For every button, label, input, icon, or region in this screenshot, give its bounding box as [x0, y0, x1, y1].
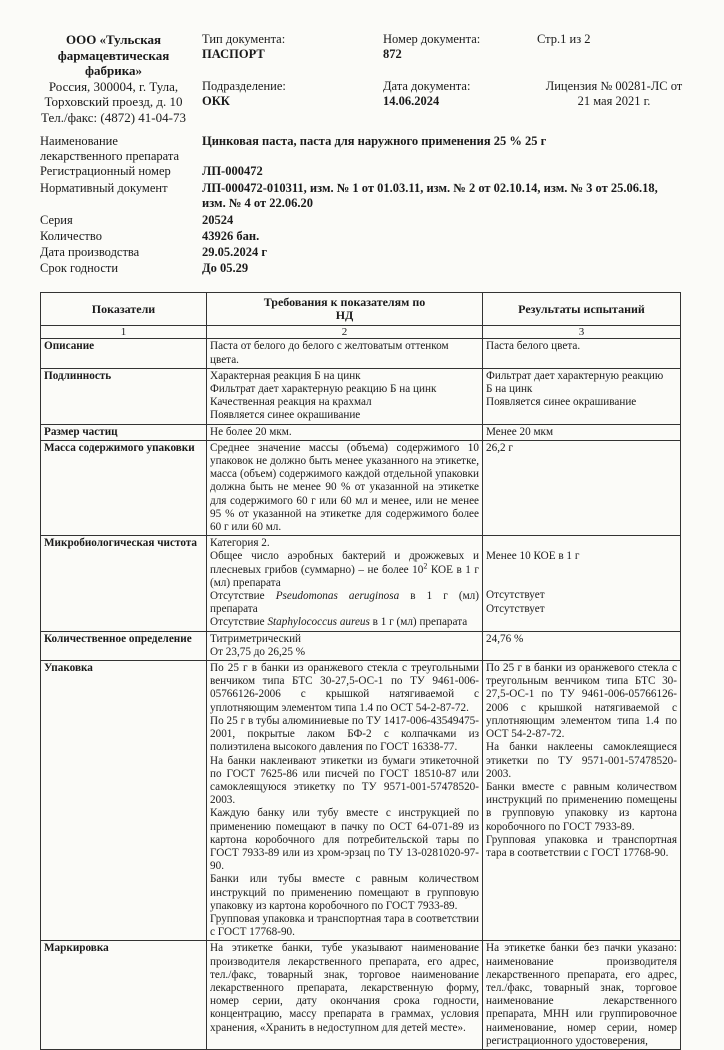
col-header-requirements-line-2: НД [335, 308, 354, 323]
norm-doc-label: Нормативный документ [40, 181, 168, 195]
norm-doc-value-line-2: изм. № 4 от 22.06.20 [202, 196, 313, 210]
company-name-line-2: фармацевтическая [57, 47, 170, 63]
company-address-line-1: Россия, 300004, г. Тула, [48, 78, 179, 94]
table-row [41, 339, 681, 368]
reg-number-label: Регистрационный номер [40, 164, 171, 178]
req-line: Характерная реакция Б на цинк [210, 369, 361, 382]
req-text: Отсутствие [210, 590, 276, 603]
table-row [41, 424, 681, 440]
row-req-description: Паста от белого до белого с желтоватым оттенком цвета. [207, 339, 483, 368]
req-line: Титриметрический [210, 632, 302, 645]
res-paragraph: На банки наклеены самоклеящиеся этикетки по ТУ 9571-001-57478520-2003. [486, 741, 677, 780]
table-row [41, 368, 681, 424]
license-line-2: 21 мая 2021 г. [577, 94, 651, 108]
row-name-assay: Количественное определение [41, 631, 207, 660]
table-row [41, 536, 681, 631]
table-row [41, 440, 681, 535]
row-name-microbiology: Микробиологическая чистота [41, 536, 207, 631]
req-paragraph: Каждую банку или тубу вместе с инструкцией по применению помещают в пачку по ОСТ 64-071-89 из картона коробочного для потребительской тары по ГОСТ 7933-89 или из хром-эрзац по ТУ 13-0281020-97-90. [210, 807, 479, 873]
department [202, 79, 286, 109]
norm-doc-value [202, 181, 702, 211]
row-req-microbiology [207, 536, 483, 631]
doc-type [202, 32, 285, 62]
doc-date-value: 14.06.2024 [383, 94, 440, 108]
row-res-assay: 24,76 % [483, 631, 681, 660]
department-value: ОКК [202, 94, 230, 108]
company-name-line-3: фабрика» [84, 63, 142, 78]
col-header-indicators: Показатели [41, 293, 207, 326]
doc-number-value: 872 [383, 47, 402, 61]
col-number-1: 1 [41, 326, 207, 339]
row-name-package-mass: Масса содержимого упаковки [41, 440, 207, 535]
product-name-label-line-2: лекарственного препарата [40, 149, 180, 163]
production-date-value: 29.05.2024 г [202, 245, 268, 259]
license-line-1: Лицензия № 00281-ЛС от [545, 79, 683, 93]
res-paragraph: Групповая упаковка и транспортная тара в соответствии с ГОСТ 17768-90. [486, 833, 677, 859]
req-paragraph: По 25 г в тубы алюминиевые по ТУ 1417-006-43549475-2001, покрытые лаком БФ-2 с колпачками из полиэтилена высокого давления по ГОСТ 16338-77. [210, 714, 479, 754]
req-line [210, 616, 479, 629]
product-name-value: Цинковая паста, паста для наружного применения 25 % 25 г [202, 134, 547, 148]
expiry-value: До 05.29 [202, 261, 249, 275]
table-number-row [41, 326, 681, 339]
doc-date [383, 79, 470, 109]
page-info: Стр.1 из 2 [537, 32, 591, 46]
req-organism-name: Pseudomonas aeruginosa [275, 590, 400, 603]
company-block [36, 32, 191, 125]
req-text: Отсутствие [210, 616, 268, 629]
req-organism-name: Staphylococcus aureus [267, 616, 370, 629]
company-phone: Тел./факс: (4872) 41-04-73 [41, 109, 186, 125]
product-name-label-line-1: Наименование [40, 134, 118, 148]
req-line: Появляется синее окрашивание [210, 409, 361, 422]
req-line: Качественная реакция на крахмал [210, 396, 372, 409]
res-line: Б на цинк [486, 383, 533, 396]
department-label: Подразделение: [202, 79, 286, 93]
req-paragraph: На банки наклеивают этикетки из бумаги этикеточной по ГОСТ 7625-86 или писчей по ГОСТ 18510-87 или самоклеящуюся этикетку по ТУ 9571-001-57478520-2003. [210, 754, 479, 807]
row-req-labeling: На этикетке банки, тубе указывают наименование производителя лекарственного препарата, его адрес, тел./факс, товарный знак, торговое наименование лекарственного препарата, лекарственную форму, номер серии, дату окончания срока годности, концентрацию, массу препарата в граммах, условия хранения, «Хранить в недоступном для детей месте». [207, 941, 483, 1050]
row-req-packaging [207, 661, 483, 941]
res-paragraph: По 25 г в банки из оранжевого стекла с треугольным венчиком типа БТС 30-27,5-ОС-1 по ТУ 9461-006-05766126-2006 с крышкой натягиваемой с уплотняющим элементом типа 1.4 по ОСТ 54-2-87-72. [486, 662, 677, 741]
table-row [41, 661, 681, 941]
doc-number [383, 32, 480, 62]
company-name-line-1: ООО «Тульская [65, 32, 162, 47]
quantity-value: 43926 бан. [202, 229, 260, 243]
table-row [41, 631, 681, 660]
row-req-assay [207, 631, 483, 660]
row-req-package-mass: Среднее значение массы (объема) содержимого 10 упаковок не должно быть менее указанного на этикетке, масса (объем) содержимого каждой отдельной упаковки должна быть не менее 90 % от указанной на этикетке для содержимого 60 г или 60 мл и менее, или не менее 95 % от указанной на этикетке для содержимого более 60 г или 60 мл. [207, 440, 483, 535]
test-results-table [40, 292, 681, 1050]
row-name-description: Описание [41, 339, 207, 368]
row-res-particle-size: Менее 20 мкм [483, 424, 681, 440]
norm-doc-value-line-1: ЛП-000472-010311, изм. № 1 от 01.03.11, изм. № 2 от 02.10.14, изм. № 3 от 25.06.18, [202, 181, 658, 195]
req-superscript: 2 [423, 560, 428, 570]
col-header-results: Результаты испытаний [483, 293, 681, 326]
doc-date-label: Дата документа: [383, 79, 471, 93]
row-req-particle-size: Не более 20 мкм. [207, 424, 483, 440]
row-name-labeling: Маркировка [41, 941, 207, 1050]
doc-number-label: Номер документа: [383, 32, 481, 46]
req-text: КОЕ в 1 г (мл) препарата [210, 563, 480, 589]
row-res-description: Паста белого цвета. [483, 339, 681, 368]
series-label: Серия [40, 213, 73, 227]
product-name-label [40, 134, 200, 164]
req-line [210, 590, 479, 616]
row-res-microbiology [483, 536, 681, 631]
req-line: Категория 2. [210, 537, 270, 550]
col-header-requirements [207, 293, 483, 326]
res-line: Менее 10 КОЕ в 1 г [486, 550, 580, 563]
reg-number-value: ЛП-000472 [202, 164, 263, 178]
license [528, 79, 700, 109]
col-header-requirements-line-1: Требования к показателям по [263, 295, 426, 309]
res-line: Отсутствует [486, 602, 545, 615]
table-header-row [41, 293, 681, 326]
row-name-packaging: Упаковка [41, 661, 207, 941]
row-name-particle-size: Размер частиц [41, 424, 207, 440]
req-text: в 1 г (мл) препарата [210, 590, 479, 616]
expiry-label: Срок годности [40, 261, 119, 275]
req-line: Фильтрат дает характерную реакцию Б на цинк [210, 383, 437, 396]
quantity-label: Количество [40, 229, 102, 243]
res-paragraph: Банки вместе с равным количеством инструкций по применению помещены в групповую упаковку из картона коробочного по ГОСТ 7933-89. [486, 780, 677, 833]
req-text: в 1 г (мл) препарата [369, 616, 468, 629]
req-line [210, 550, 479, 590]
req-paragraph: Банки или тубы вместе с равным количеством инструкций по применению помещают в групповую упаковку из картона коробочного по ГОСТ 7933-89. [210, 873, 479, 912]
doc-type-label: Тип документа: [202, 32, 286, 46]
series-value: 20524 [202, 213, 234, 227]
res-line: Отсутствует [486, 589, 545, 602]
req-paragraph: По 25 г в банки из оранжевого стекла с треугольными венчиком типа БТС 30-27,5-ОС-1 по ТУ 9461-006-05766126-2006 с крышкой натягиваемой с уплотняющим элементом типа 1.4 по ОСТ 54-2-87-72. [210, 662, 479, 714]
row-name-authenticity: Подлинность [41, 368, 207, 424]
row-res-packaging [483, 661, 681, 941]
req-text: Общее число аэробных бактерий и дрожжевых и плесневых грибов (суммарно) – не более 10 [210, 550, 479, 576]
table-row [41, 941, 681, 1050]
col-number-3: 3 [483, 326, 681, 339]
company-address-line-2: Торховский проезд, д. 10 [44, 94, 183, 109]
doc-type-value: ПАСПОРТ [202, 47, 265, 61]
row-req-authenticity [207, 368, 483, 424]
row-res-labeling: На этикетке банки без пачки указано: наименование производителя лекарственного препарата, его адрес, тел./факс, товарный знак, торговое наименование лекарственного препарата, МНН или группировочное наименование, номер серии, номер регистрационного удостоверения, [483, 941, 681, 1050]
row-res-package-mass: 26,2 г [483, 440, 681, 535]
col-number-2: 2 [207, 326, 483, 339]
req-line: От 23,75 до 26,25 % [210, 645, 306, 658]
res-line: Фильтрат дает характерную реакцию [486, 369, 664, 382]
row-res-authenticity [483, 368, 681, 424]
res-line: Появляется синее окрашивание [486, 396, 637, 409]
req-paragraph: Групповая упаковка и транспортная тара в соответствии с ГОСТ 17768-90. [210, 912, 479, 939]
production-date-label: Дата производства [40, 245, 140, 259]
